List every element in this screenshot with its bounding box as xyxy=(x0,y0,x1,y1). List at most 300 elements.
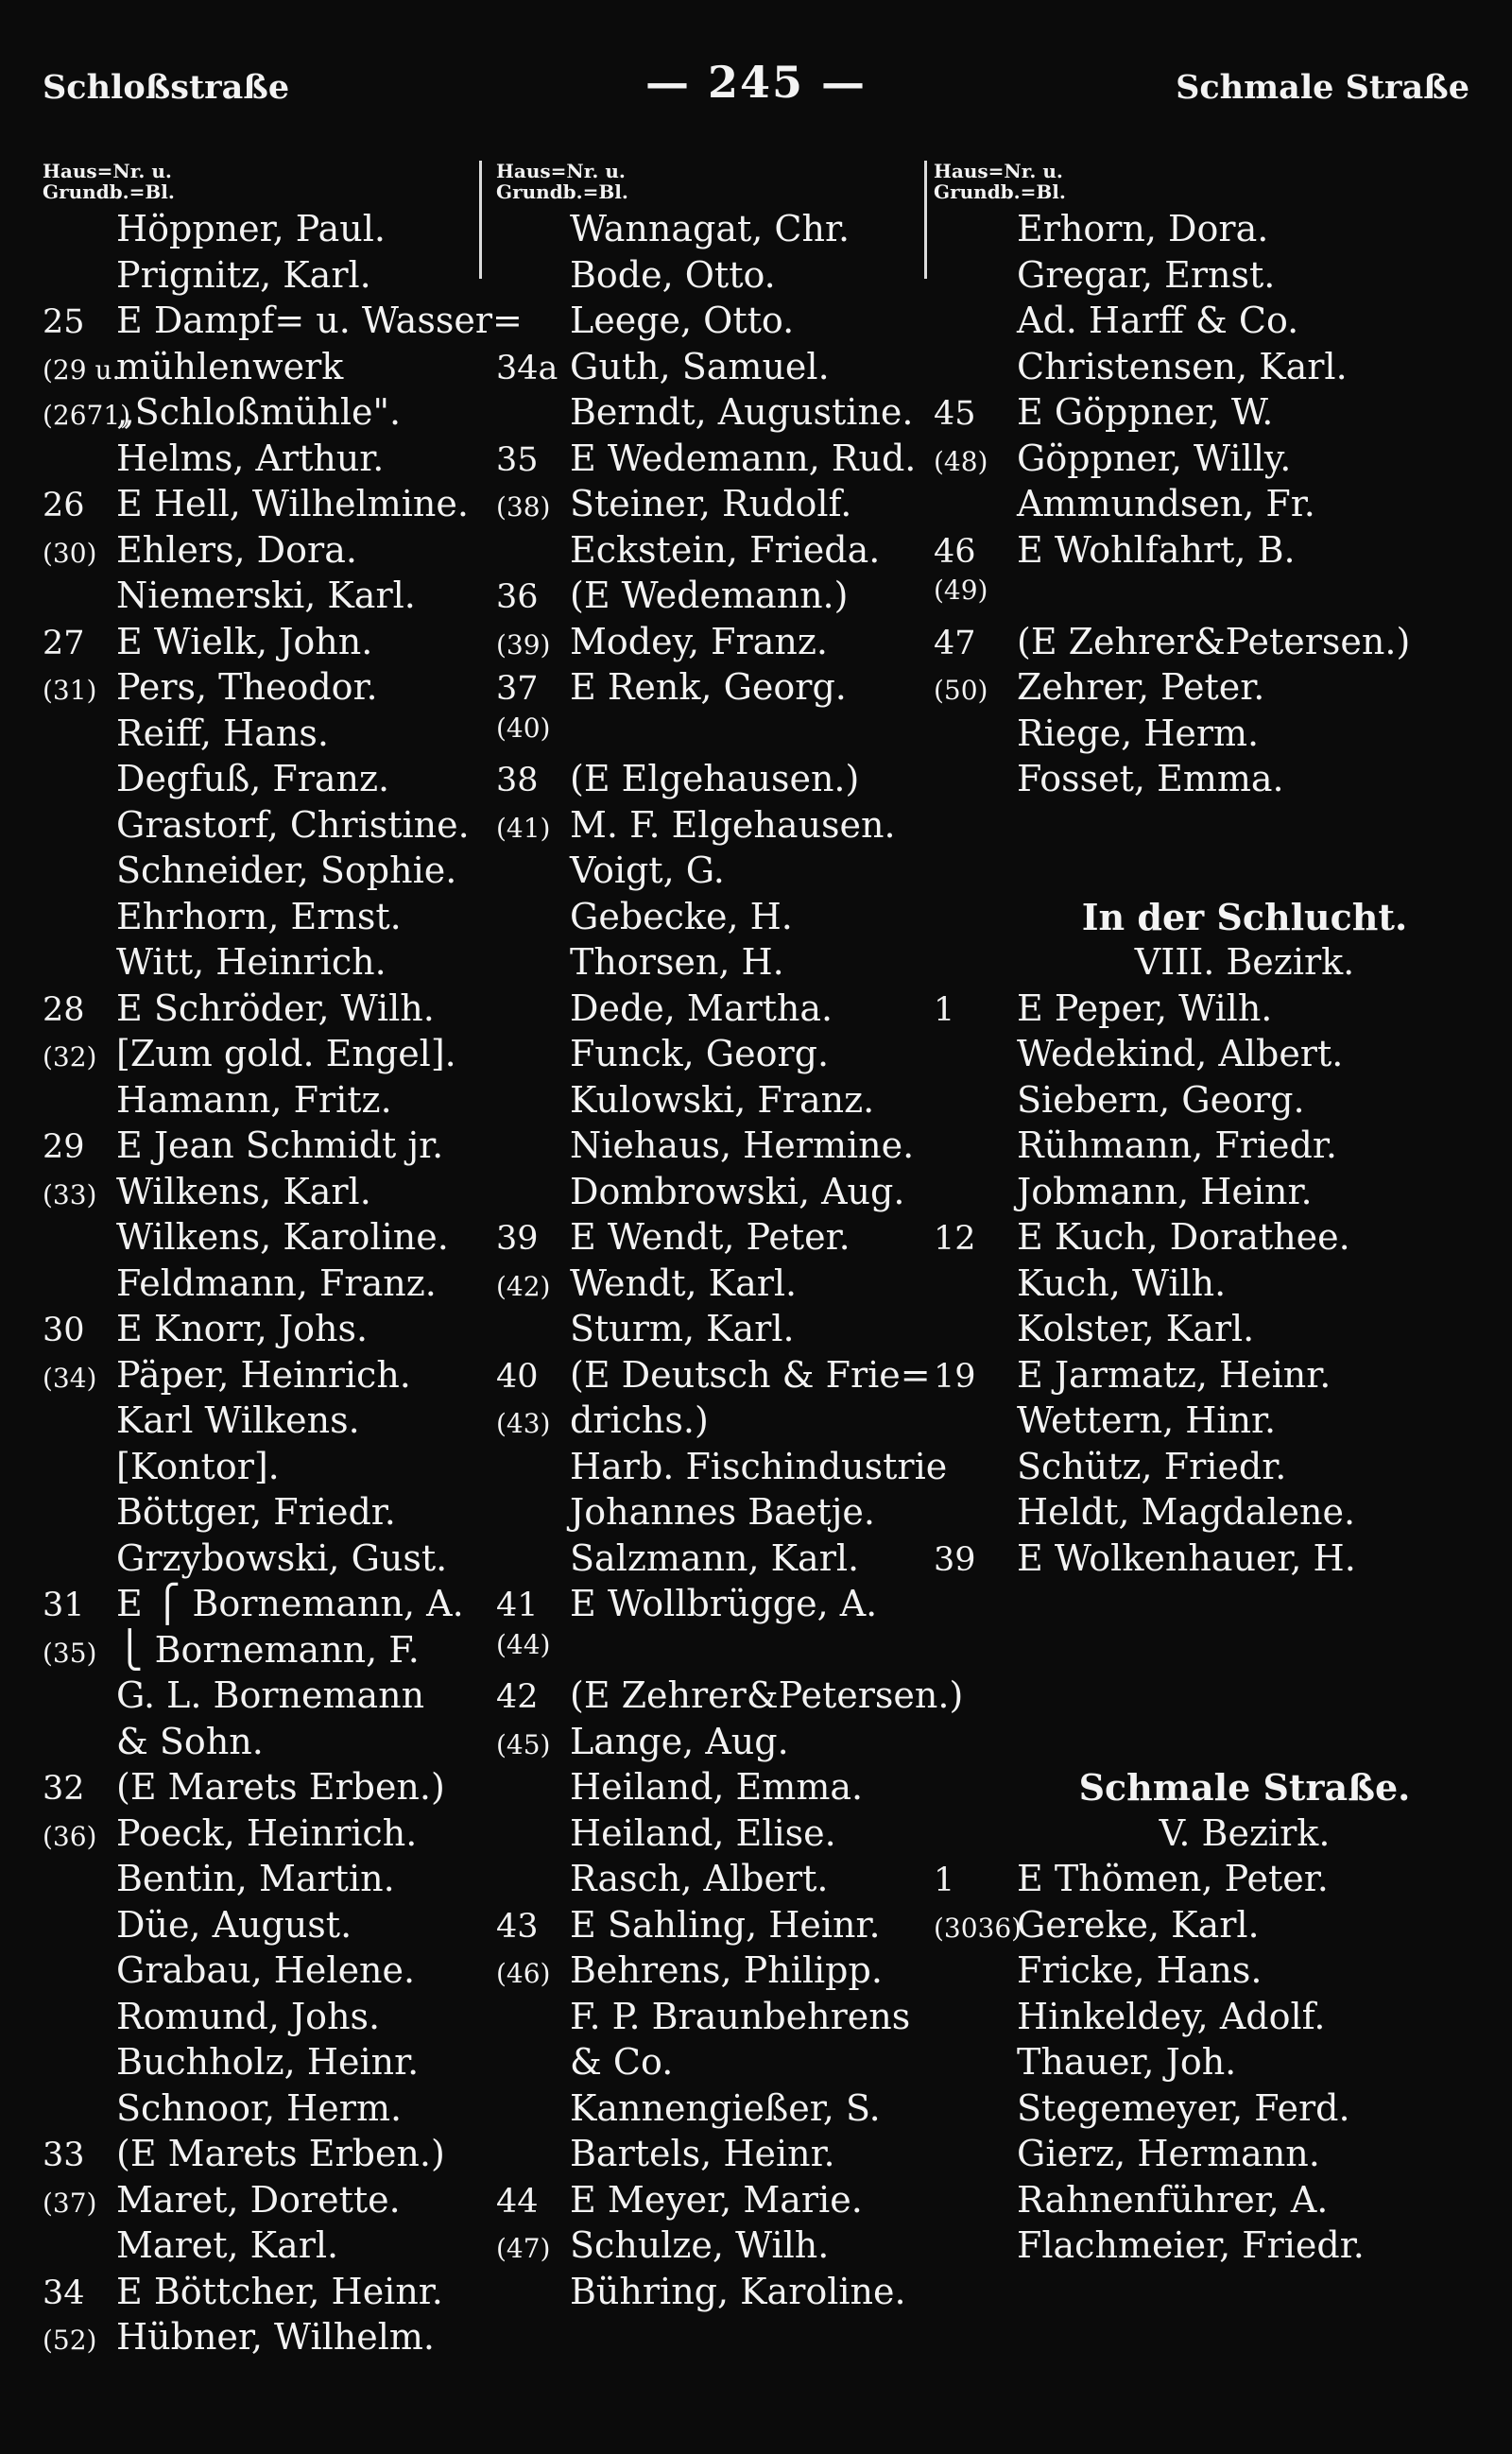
directory-entry xyxy=(496,1721,945,1767)
directory-entry xyxy=(496,621,945,667)
resident-name: Rühmann, Friedr. xyxy=(1017,1124,1337,1166)
house-number: 26 xyxy=(43,487,85,524)
directory-entry xyxy=(496,1033,945,1079)
directory-entry xyxy=(496,896,945,942)
directory-entry xyxy=(496,254,945,300)
directory-entry xyxy=(496,941,945,987)
house-number: (48) xyxy=(934,445,988,477)
resident-name: E ⎧ Bornemann, A. xyxy=(116,1583,464,1624)
column-header xyxy=(496,161,945,202)
house-number: (49) xyxy=(934,575,988,606)
directory-entry xyxy=(934,1996,1472,2042)
resident-name: E Meyer, Marie. xyxy=(570,2178,863,2221)
directory-entry xyxy=(934,1583,1472,1629)
directory-entry xyxy=(43,896,506,942)
directory-entry xyxy=(43,346,506,392)
house-number: (44) xyxy=(496,1628,551,1660)
resident-name: Erhorn, Dora. xyxy=(1017,208,1269,249)
directory-entry xyxy=(43,1308,506,1354)
directory-entry xyxy=(934,346,1472,392)
directory-entry xyxy=(43,987,506,1034)
house-number: 39 xyxy=(496,1220,539,1258)
column-header-line: Grundb.=Bl. xyxy=(496,180,628,203)
resident-name: Kolster, Karl. xyxy=(1017,1308,1255,1349)
resident-name: (E Zehrer&Petersen.) xyxy=(570,1674,964,1716)
house-number: (43) xyxy=(496,1408,551,1439)
directory-entry xyxy=(934,2133,1472,2179)
directory-entry xyxy=(934,1674,1472,1721)
resident-name: drichs.) xyxy=(570,1399,709,1441)
resident-name: E Kuch, Dorathee. xyxy=(1017,1216,1350,1258)
section-heading: V. Bezirk. xyxy=(1159,1811,1331,1854)
directory-entry xyxy=(934,391,1472,438)
house-number: (37) xyxy=(43,2187,97,2219)
directory-entry xyxy=(43,1674,506,1721)
resident-name: & Co. xyxy=(570,2041,674,2083)
house-number: 28 xyxy=(43,990,85,1029)
directory-entry xyxy=(934,1124,1472,1171)
resident-name: Modey, Franz. xyxy=(570,620,828,662)
directory-entry xyxy=(43,438,506,484)
directory-entry xyxy=(43,254,506,300)
directory-entry xyxy=(934,1399,1472,1446)
resident-name: Gierz, Hermann. xyxy=(1017,2133,1320,2174)
directory-entry xyxy=(934,2179,1472,2225)
column-header-line: Haus=Nr. u. xyxy=(934,160,1063,182)
directory-entry xyxy=(934,1537,1472,1584)
resident-name: (E Marets Erben.) xyxy=(116,1766,445,1808)
resident-name: Poeck, Heinrich. xyxy=(116,1811,418,1854)
house-number: 12 xyxy=(934,1220,976,1258)
resident-name: Lange, Aug. xyxy=(570,1720,789,1762)
resident-name: Göppner, Willy. xyxy=(1017,437,1292,479)
directory-entry xyxy=(934,483,1472,529)
directory-entry xyxy=(496,2133,945,2179)
resident-name: Stegemeyer, Ferd. xyxy=(1017,2086,1350,2129)
resident-name: (E Wedemann.) xyxy=(570,575,849,616)
directory-entry xyxy=(934,987,1472,1034)
resident-name: E Schröder, Wilh. xyxy=(116,987,435,1029)
column-3 xyxy=(934,161,1472,2271)
house-number: (31) xyxy=(43,675,97,706)
house-number: (42) xyxy=(496,1270,551,1302)
directory-entry xyxy=(43,849,506,896)
resident-name: Wilkens, Karoline. xyxy=(116,1216,449,1258)
resident-name: ⎩ Bornemann, F. xyxy=(116,1628,420,1671)
house-number: (39) xyxy=(496,628,551,661)
directory-entry xyxy=(934,2087,1472,2134)
directory-entry xyxy=(496,1766,945,1812)
resident-name: „Schloßmühle". xyxy=(116,391,402,433)
resident-name: E Dampf= u. Wasser= xyxy=(116,300,523,341)
house-number: (29 u. xyxy=(43,353,121,386)
house-number: 34 xyxy=(43,2274,85,2312)
resident-name: Kulowski, Franz. xyxy=(570,1078,875,1121)
resident-name: Siebern, Georg. xyxy=(1017,1078,1305,1121)
house-number: (52) xyxy=(43,2325,97,2356)
directory-entry xyxy=(934,1216,1472,1262)
house-number: 37 xyxy=(496,670,539,708)
house-number: 1 xyxy=(934,1862,955,1899)
directory-entry xyxy=(43,712,506,759)
resident-name: Niemerski, Karl. xyxy=(116,575,416,616)
directory-entry xyxy=(934,941,1472,987)
resident-name: E Thömen, Peter. xyxy=(1017,1858,1329,1899)
directory-entry xyxy=(43,804,506,850)
directory-entry xyxy=(496,1399,945,1446)
resident-name: Feldmann, Franz. xyxy=(116,1261,437,1304)
house-number: (36) xyxy=(43,1820,97,1852)
header-street-left: Schloßstraße xyxy=(43,68,290,107)
directory-entry xyxy=(496,1812,945,1859)
house-number: (35) xyxy=(43,1637,97,1669)
resident-name: Rasch, Albert. xyxy=(570,1858,829,1899)
resident-name: Schneider, Sophie. xyxy=(116,849,457,891)
resident-name: Päper, Heinrich. xyxy=(116,1353,411,1396)
resident-name: mühlenwerk xyxy=(116,345,344,387)
directory-entry xyxy=(496,1904,945,1950)
directory-entry xyxy=(43,391,506,438)
resident-name: Dombrowski, Aug. xyxy=(570,1170,905,1212)
section-heading: VIII. Bezirk. xyxy=(1134,941,1355,983)
resident-name: Prignitz, Karl. xyxy=(116,253,371,296)
resident-name: G. L. Bornemann xyxy=(116,1674,425,1716)
directory-entry xyxy=(43,758,506,804)
resident-name: Maret, Karl. xyxy=(116,2224,339,2266)
directory-entry xyxy=(43,1399,506,1446)
resident-name: [Kontor]. xyxy=(116,1445,280,1487)
directory-entry xyxy=(496,1262,945,1309)
directory-entry xyxy=(496,2041,945,2087)
resident-name: Witt, Heinrich. xyxy=(116,941,387,983)
resident-name: (E Deutsch & Frie= xyxy=(570,1353,931,1396)
resident-name: Buchholz, Heinr. xyxy=(116,2041,420,2083)
house-number: (38) xyxy=(496,491,551,523)
resident-name: (E Elgehausen.) xyxy=(570,758,860,799)
resident-name: Flachmeier, Friedr. xyxy=(1017,2224,1365,2266)
directory-entry xyxy=(934,666,1472,712)
resident-name: Sturm, Karl. xyxy=(570,1308,795,1349)
resident-name: Bühring, Karoline. xyxy=(570,2270,906,2312)
resident-name: Ehrhorn, Ernst. xyxy=(116,895,402,937)
directory-entry xyxy=(934,300,1472,346)
directory-entry xyxy=(496,1949,945,1996)
house-number: 32 xyxy=(43,1770,85,1808)
directory-entry xyxy=(43,483,506,529)
resident-name: Christensen, Karl. xyxy=(1017,345,1348,387)
directory-entry xyxy=(496,1171,945,1217)
directory-entry xyxy=(43,1262,506,1309)
directory-entry xyxy=(43,1354,506,1400)
directory-entry xyxy=(43,1446,506,1492)
directory-entry xyxy=(43,1949,506,1996)
directory-entry xyxy=(934,1262,1472,1309)
directory-entry xyxy=(934,712,1472,759)
house-number: 42 xyxy=(496,1678,539,1716)
resident-name: & Sohn. xyxy=(116,1720,264,1762)
house-number: 47 xyxy=(934,624,976,662)
column-header-line: Haus=Nr. u. xyxy=(496,160,626,182)
directory-entry xyxy=(496,391,945,438)
resident-name: E Wollbrügge, A. xyxy=(570,1583,878,1624)
directory-entry xyxy=(43,1858,506,1904)
resident-name: Ammundsen, Fr. xyxy=(1017,483,1315,524)
directory-entry xyxy=(496,712,945,759)
directory-entry xyxy=(496,758,945,804)
resident-name: Gereke, Karl. xyxy=(1017,1903,1260,1946)
resident-name: Funck, Georg. xyxy=(570,1033,830,1074)
resident-name: E Wedemann, Rud. xyxy=(570,437,917,479)
directory-entry xyxy=(43,1491,506,1537)
directory-entry xyxy=(43,1171,506,1217)
directory-entry xyxy=(43,2041,506,2087)
directory-entry xyxy=(934,1446,1472,1492)
directory-entry xyxy=(934,1354,1472,1400)
directory-entry xyxy=(934,575,1472,621)
directory-entry xyxy=(934,849,1472,896)
resident-name: E Wohlfahrt, B. xyxy=(1017,528,1296,571)
house-number: 46 xyxy=(934,532,976,571)
house-number: (41) xyxy=(496,812,551,844)
column-header-line: Grundb.=Bl. xyxy=(43,180,175,203)
directory-entry xyxy=(496,804,945,850)
section-heading: Schmale Straße. xyxy=(1078,1766,1411,1809)
directory-entry xyxy=(496,666,945,712)
directory-entry xyxy=(43,1629,506,1675)
house-number: (50) xyxy=(934,675,988,706)
house-number: 31 xyxy=(43,1587,85,1624)
directory-entry xyxy=(934,529,1472,575)
resident-name: Maret, Dorette. xyxy=(116,2178,401,2221)
resident-name: Niehaus, Hermine. xyxy=(570,1124,915,1166)
resident-name: Heiland, Elise. xyxy=(570,1811,836,1854)
directory-entry xyxy=(43,1812,506,1859)
directory-entry xyxy=(934,621,1472,667)
column-header-line: Haus=Nr. u. xyxy=(43,160,172,182)
resident-name: Grabau, Helene. xyxy=(116,1949,416,1991)
resident-name: Wendt, Karl. xyxy=(570,1261,798,1304)
directory-entry xyxy=(934,1491,1472,1537)
directory-entry xyxy=(496,987,945,1034)
resident-name: Wilkens, Karl. xyxy=(116,1170,371,1212)
directory-entry xyxy=(934,254,1472,300)
directory-entry xyxy=(496,1216,945,1262)
house-number: 25 xyxy=(43,303,85,341)
directory-entry xyxy=(43,1033,506,1079)
resident-name: E Wielk, John. xyxy=(116,620,373,662)
directory-entry xyxy=(496,575,945,621)
directory-entry xyxy=(43,1766,506,1812)
directory-entry xyxy=(934,2224,1472,2271)
resident-name: Kannengießer, S. xyxy=(570,2086,881,2129)
house-number: 29 xyxy=(43,1128,85,1166)
directory-entry xyxy=(934,804,1472,850)
resident-name: E Knorr, Johs. xyxy=(116,1308,369,1349)
house-number: (34) xyxy=(43,1362,97,1394)
directory-entry xyxy=(43,1721,506,1767)
column-header xyxy=(934,161,1472,202)
resident-name: Heldt, Magdalene. xyxy=(1017,1491,1356,1533)
directory-entry xyxy=(43,208,506,254)
resident-name: Ad. Harff & Co. xyxy=(1017,300,1299,341)
house-number: 27 xyxy=(43,624,85,662)
directory-entry xyxy=(934,1766,1472,1812)
house-number: (47) xyxy=(496,2233,551,2264)
resident-name: Ehlers, Dora. xyxy=(116,528,357,571)
house-number: (30) xyxy=(43,537,97,569)
resident-name: Hinkeldey, Adolf. xyxy=(1017,1995,1326,2037)
directory-entry xyxy=(496,346,945,392)
resident-name: E Jarmatz, Heinr. xyxy=(1017,1353,1332,1396)
resident-name: Grzybowski, Gust. xyxy=(116,1536,448,1579)
resident-name: Wannagat, Chr. xyxy=(570,208,850,249)
house-number: 1 xyxy=(934,990,955,1029)
house-number: 39 xyxy=(934,1540,976,1579)
resident-name: Kuch, Wilh. xyxy=(1017,1261,1227,1304)
directory-entry xyxy=(496,849,945,896)
resident-name: E Hell, Wilhelmine. xyxy=(116,483,469,524)
resident-name: E Göppner, W. xyxy=(1017,391,1274,433)
directory-entry xyxy=(496,2271,945,2317)
resident-name: Reiff, Hans. xyxy=(116,712,329,754)
house-number: 41 xyxy=(496,1587,539,1624)
directory-entry xyxy=(43,529,506,575)
directory-entry xyxy=(496,1996,945,2042)
directory-entry xyxy=(43,666,506,712)
directory-entry xyxy=(934,1904,1472,1950)
resident-name: E Wolkenhauer, H. xyxy=(1017,1536,1356,1579)
resident-name: Schütz, Friedr. xyxy=(1017,1445,1287,1487)
directory-entry xyxy=(496,1354,945,1400)
resident-name: Wettern, Hinr. xyxy=(1017,1399,1277,1441)
directory-entry xyxy=(934,758,1472,804)
directory-entry xyxy=(43,2271,506,2317)
house-number: (32) xyxy=(43,1041,97,1073)
resident-name: Düe, August. xyxy=(116,1903,352,1946)
resident-name: (E Marets Erben.) xyxy=(116,2133,445,2174)
house-number: 35 xyxy=(496,440,539,479)
directory-entry xyxy=(43,2133,506,2179)
page-number: — 245 — xyxy=(644,57,868,108)
directory-entry xyxy=(43,621,506,667)
resident-name: Fosset, Emma. xyxy=(1017,758,1284,799)
directory-entry xyxy=(496,1858,945,1904)
resident-name: Fricke, Hans. xyxy=(1017,1949,1263,1991)
resident-name: (E Zehrer&Petersen.) xyxy=(1017,620,1411,662)
directory-entry xyxy=(496,1445,948,1492)
house-number: (45) xyxy=(496,1728,551,1760)
directory-entry xyxy=(934,438,1472,484)
directory-entry xyxy=(496,529,945,575)
house-number: 44 xyxy=(496,2182,539,2221)
directory-entry xyxy=(43,1537,506,1584)
resident-name: Bentin, Martin. xyxy=(116,1858,395,1899)
resident-name: Dede, Martha. xyxy=(570,987,833,1029)
directory-entry xyxy=(934,1858,1472,1904)
resident-name: Leege, Otto. xyxy=(570,300,795,341)
resident-name: Guth, Samuel. xyxy=(570,345,830,387)
resident-name: Heiland, Emma. xyxy=(570,1766,864,1808)
resident-name: Grastorf, Christine. xyxy=(116,803,470,846)
resident-name: Gregar, Ernst. xyxy=(1017,253,1276,296)
directory-entry xyxy=(496,1491,945,1537)
directory-entry xyxy=(43,2316,506,2362)
directory-entry xyxy=(496,438,945,484)
resident-name: E Renk, Georg. xyxy=(570,666,847,708)
resident-name: [Zum gold. Engel]. xyxy=(116,1033,456,1074)
resident-name: Salzmann, Karl. xyxy=(570,1536,860,1579)
resident-name: Steiner, Rudolf. xyxy=(570,483,852,524)
house-number: (40) xyxy=(496,712,551,744)
resident-name: E Jean Schmidt jr. xyxy=(116,1124,444,1166)
house-number: (33) xyxy=(43,1178,97,1210)
directory-entry xyxy=(496,2087,945,2134)
resident-name: Bartels, Heinr. xyxy=(570,2133,835,2174)
resident-name: Eckstein, Frieda. xyxy=(570,528,881,571)
resident-name: Rahnenführer, A. xyxy=(1017,2178,1329,2221)
column-header xyxy=(43,161,506,202)
resident-name: Zehrer, Peter. xyxy=(1017,666,1265,708)
resident-name: Harb. Fischindustrie xyxy=(570,1445,948,1487)
house-number: 45 xyxy=(934,395,976,433)
resident-name: Riege, Herm. xyxy=(1017,712,1260,754)
house-number: (3036) xyxy=(934,1912,1022,1944)
resident-name: Jobmann, Heinr. xyxy=(1017,1170,1313,1212)
directory-entry xyxy=(43,575,506,621)
house-number: 19 xyxy=(934,1357,976,1396)
directory-entry xyxy=(934,2041,1472,2087)
directory-entry xyxy=(496,1674,964,1721)
resident-name: Degfuß, Franz. xyxy=(116,758,390,799)
house-number: 34a xyxy=(496,349,558,387)
house-number: 36 xyxy=(496,578,539,616)
resident-name: E Wendt, Peter. xyxy=(570,1216,850,1258)
column-header-line: Grundb.=Bl. xyxy=(934,180,1066,203)
directory-entry xyxy=(496,300,945,346)
directory-entry xyxy=(43,300,523,346)
resident-name: Berndt, Augustine. xyxy=(570,391,914,433)
directory-entry xyxy=(934,1308,1472,1354)
resident-name: Karl Wilkens. xyxy=(116,1399,360,1441)
resident-name: Romund, Johs. xyxy=(116,1995,381,2037)
resident-name: F. P. Braunbehrens xyxy=(570,1995,911,2037)
house-number: (2671) xyxy=(43,400,131,431)
resident-name: Höppner, Paul. xyxy=(116,208,386,249)
directory-entry xyxy=(496,1308,945,1354)
resident-name: Hamann, Fritz. xyxy=(116,1078,392,1121)
resident-name: M. F. Elgehausen. xyxy=(570,803,896,846)
resident-name: Hübner, Wilhelm. xyxy=(116,2316,435,2358)
directory-entry xyxy=(43,2087,506,2134)
directory-entry xyxy=(43,1904,506,1950)
house-number: 40 xyxy=(496,1357,539,1396)
house-number: 30 xyxy=(43,1312,85,1349)
directory-entry xyxy=(496,1124,945,1171)
resident-name: Thorsen, H. xyxy=(570,941,784,983)
directory-entry xyxy=(496,208,945,254)
directory-entry xyxy=(496,2179,945,2225)
resident-name: Thauer, Joh. xyxy=(1017,2041,1237,2083)
directory-entry xyxy=(43,2179,506,2225)
directory-entry xyxy=(934,896,1472,942)
directory-entry xyxy=(43,1124,506,1171)
resident-name: E Sahling, Heinr. xyxy=(570,1903,881,1946)
resident-name: E Böttcher, Heinr. xyxy=(116,2270,443,2312)
section-heading: In der Schlucht. xyxy=(1081,895,1408,938)
house-number: 43 xyxy=(496,1907,539,1946)
directory-entry xyxy=(934,1033,1472,1079)
house-number: (46) xyxy=(496,1958,551,1989)
